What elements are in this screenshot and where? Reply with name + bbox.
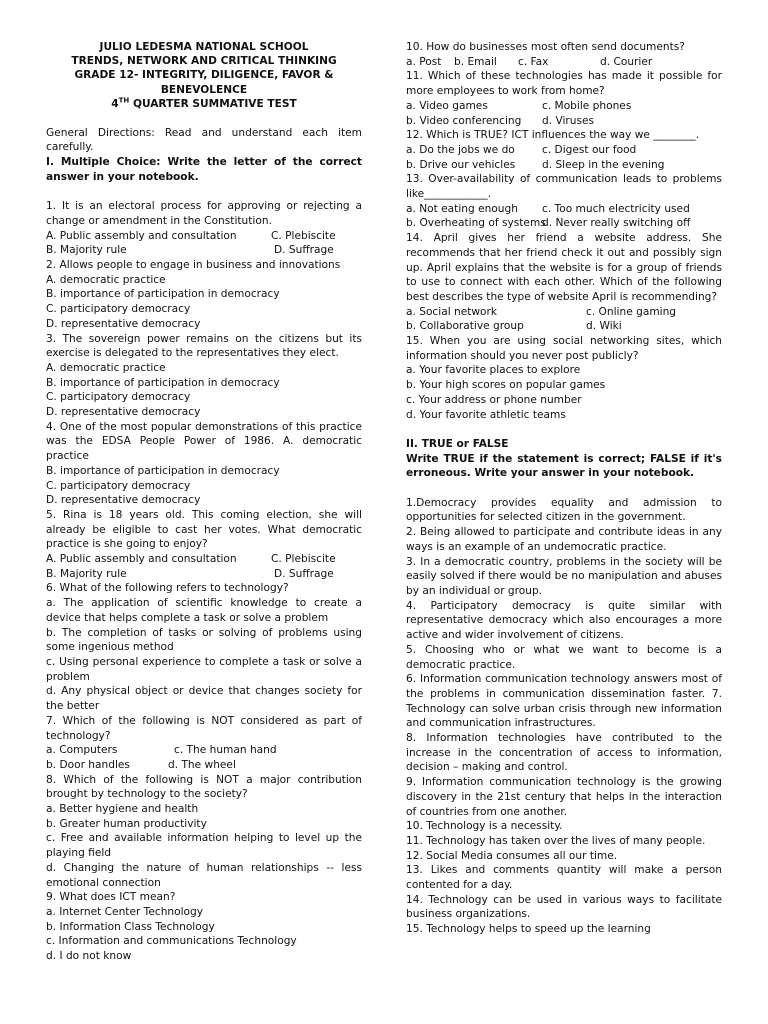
document-header: [46, 40, 362, 111]
question-stem: 14. April gives her friend a website address. She recommends that her friend check it out and possibly sign up. April explains that the website is for a group of friends to use to connect with each other. Which of the following best describes the type of website April is recommending?: [406, 232, 722, 303]
answer-option: A. democratic practice: [46, 273, 166, 286]
tf-statement: 11. Technology has taken over the lives of many people.: [406, 834, 706, 847]
tf-statement: 8. Information technologies have contributed to the increase in the concentration of access to information, decision – making and control.: [406, 732, 722, 774]
answer-option: d. The wheel: [168, 758, 236, 771]
question-stem: 2. Allows people to engage in business and innovations: [46, 259, 341, 272]
question-stem: 9. What does ICT mean?: [46, 891, 176, 904]
question-stem: 12. Which is TRUE? ICT influences the way we ________.: [406, 129, 700, 142]
option-row: [406, 99, 722, 114]
question-3: [46, 332, 362, 420]
tf-statement: 3. In a democratic country, problems in the society will be easily solved if there would be no manipulation and abuses by an individual or group.: [406, 555, 722, 597]
tf-statement: 14. Technology can be used in various ways to facilitate business organizations.: [406, 893, 722, 921]
answer-option: b. Door handles: [46, 758, 130, 771]
tf-statement: 10. Technology is a necessity.: [406, 820, 563, 833]
answer-option: B. Majority rule: [46, 567, 127, 580]
option-row: [406, 143, 722, 158]
answer-option: a. Video games: [406, 99, 488, 112]
question-2: [46, 258, 362, 332]
tf-statement: 5. Choosing who or what we want to become is a democratic practice.: [406, 643, 722, 671]
left-column: [46, 40, 362, 964]
option-row: [406, 305, 722, 320]
question-13: [406, 172, 722, 231]
answer-option: D. Suffrage: [274, 567, 334, 580]
answer-option: c. Using personal experience to complete a task or solve a problem: [46, 656, 362, 683]
answer-option: C. Plebiscite: [271, 553, 336, 566]
answer-option: b. Information Class Technology: [46, 920, 215, 933]
option-row: [46, 243, 362, 258]
answer-option: a. Not eating enough: [406, 202, 518, 215]
answer-option: a. Social network: [406, 305, 498, 318]
question-8: [46, 773, 362, 891]
answer-option: C. participatory democracy: [46, 479, 191, 492]
answer-option: a. Do the jobs we do: [406, 143, 515, 156]
answer-option: B. importance of participation in democracy: [46, 288, 280, 301]
option-row: [406, 319, 722, 334]
school-name: JULIO LEDESMA NATIONAL SCHOOL: [99, 41, 309, 53]
answer-option: c. Fax: [518, 55, 549, 68]
option-row: [46, 229, 362, 244]
option-row: [406, 114, 722, 129]
right-column: [406, 40, 722, 937]
question-11: [406, 69, 722, 128]
question-stem: 5. Rina is 18 years old. This coming election, she will already be eligible to cast her votes. What democratic practice is she going to enjoy?: [46, 508, 362, 551]
answer-option: a. Computers: [46, 744, 118, 757]
question-15: [406, 334, 722, 422]
answer-option: b. The completion of tasks or solving of problems using some ingenious method: [46, 626, 362, 654]
option-row: [46, 552, 362, 567]
answer-option: c. Too much electricity used: [542, 202, 690, 215]
question-stem: 13. Over-availability of communication leads to problems like____________.: [406, 173, 722, 201]
question-10: [406, 40, 722, 69]
answer-option: a. Internet Center Technology: [46, 905, 204, 918]
question-14: [406, 231, 722, 334]
question-12: [406, 128, 722, 172]
answer-option: A. Public assembly and consultation: [46, 553, 237, 566]
grade-line-1: GRADE 12- INTEGRITY, DILIGENCE, FAVOR &: [74, 69, 334, 82]
question-stem: 7. Which of the following is NOT considered as part of technology?: [46, 714, 362, 742]
tf-statement: 9. Information communication technology is the growing discovery in the 21st century that helps in the interaction of countries from one another.: [406, 776, 722, 818]
question-7: [46, 714, 362, 773]
question-1: [46, 199, 362, 258]
question-stem: 11. Which of these technologies has made it possible for more employees to work from home?: [406, 70, 722, 98]
mc-questions-left: [46, 199, 362, 964]
answer-option: B. importance of participation in democracy: [46, 464, 280, 477]
part1-heading: I. Multiple Choice: Write the letter of the correct answer in your notebook.: [46, 156, 362, 183]
question-stem: 6. What of the following refers to technology?: [46, 582, 289, 595]
answer-option: d. Viruses: [542, 114, 595, 127]
answer-option: b. Collaborative group: [406, 320, 524, 333]
answer-option: c. Information and communications Technology: [46, 935, 297, 948]
option-row: [406, 158, 722, 173]
question-stem: 1. It is an electoral process for approving or rejecting a change or amendment in the Constitution.: [46, 200, 362, 227]
tf-statement: 1.Democracy provides equality and admission to opportunities for selected citizen in the government.: [406, 496, 722, 524]
answer-option: d. Sleep in the evening: [542, 158, 665, 171]
grade-line-2: BENEVOLENCE: [160, 83, 248, 96]
answer-option: D. representative democracy: [46, 494, 201, 507]
tf-statement: 4. Participatory democracy is quite similar with representative democracy which also encourages a more active and wider involvement of citizens.: [406, 599, 722, 642]
answer-option: b. Video conferencing: [406, 114, 522, 127]
answer-option: a. Better hygiene and health: [46, 803, 199, 816]
answer-option: b. Greater human productivity: [46, 817, 207, 830]
answer-option: C. Plebiscite: [271, 229, 336, 242]
answer-option: A. Public assembly and consultation: [46, 229, 237, 242]
mc-questions-right: [406, 40, 722, 422]
answer-option: d. Changing the nature of human relationships -- less emotional connection: [46, 861, 362, 889]
answer-option: a. Your favorite places to explore: [406, 364, 581, 377]
answer-option: D. Suffrage: [274, 244, 334, 257]
question-4: [46, 420, 362, 508]
question-stem: 8. Which of the following is NOT a major contribution brought by technology to the society?: [46, 773, 362, 801]
answer-option: d. I do not know: [46, 950, 132, 963]
answer-option: b. Your high scores on popular games: [406, 379, 606, 392]
tf-statement: 15. Technology helps to speed up the learning: [406, 923, 651, 936]
tf-statement: 2. Being allowed to participate and contribute ideas in any ways is an example of an undemocratic practice.: [406, 526, 722, 553]
answer-option: B. Majority rule: [46, 244, 127, 257]
answer-option: a. The application of scientific knowledge to create a device that helps complete a task or solve a problem: [46, 597, 362, 624]
answer-option: D. representative democracy: [46, 317, 201, 330]
true-false-list: [406, 496, 722, 937]
answer-option: c. Free and available information helping to level up the playing field: [46, 832, 362, 860]
answer-option: D. representative democracy: [46, 406, 201, 419]
question-6: [46, 581, 362, 713]
answer-option: b. Drive our vehicles: [406, 158, 516, 171]
question-stem: 15. When you are using social networking sites, which information should you never post publicly?: [406, 335, 722, 362]
option-row: [46, 567, 362, 582]
option-row: [406, 55, 722, 70]
question-9: [46, 890, 362, 964]
answer-option: C. participatory democracy: [46, 303, 191, 316]
answer-option: C. participatory democracy: [46, 391, 191, 404]
answer-option: a. Post: [406, 55, 442, 68]
answer-option: c. Mobile phones: [542, 99, 632, 112]
answer-option: c. Online gaming: [586, 305, 677, 318]
part2-instructions: Write TRUE if the statement is correct; FALSE if it's erroneous. Write your answer in your notebook.: [406, 452, 722, 480]
answer-option: d. Wiki: [586, 320, 622, 333]
question-5: [46, 508, 362, 582]
subject-title: TRENDS, NETWORK AND CRITICAL THINKING: [71, 55, 337, 68]
answer-option: b. Email: [454, 55, 497, 68]
tf-statement: 13. Likes and comments quantity will make a person contented for a day.: [406, 864, 722, 892]
quarter-title: 4TH QUARTER SUMMATIVE TEST: [111, 96, 297, 110]
tf-statement: 12. Social Media consumes all our time.: [406, 849, 618, 862]
general-directions: General Directions: Read and understand each item carefully.: [46, 126, 362, 154]
answer-option: c. The human hand: [174, 744, 277, 757]
answer-option: c. Your address or phone number: [406, 393, 582, 406]
option-row: [46, 758, 362, 773]
answer-option: b. Overheating of systems: [406, 217, 546, 230]
question-stem: 10. How do businesses most often send documents?: [406, 41, 685, 53]
answer-option: d. Courier: [600, 55, 653, 68]
answer-option: A. democratic practice: [46, 361, 166, 374]
option-row: [406, 216, 722, 231]
question-stem: 4. One of the most popular demonstrations of this practice was the EDSA People Power of 1986. A. democratic practice: [46, 420, 362, 463]
answer-option: d. Your favorite athletic teams: [406, 408, 566, 421]
option-row: [406, 202, 722, 217]
answer-option: d. Any physical object or device that changes society for the better: [46, 685, 362, 713]
answer-option: B. importance of participation in democracy: [46, 376, 280, 389]
question-stem: 3. The sovereign power remains on the citizens but its exercise is delegated to the representatives they elect.: [46, 332, 362, 360]
option-row: [46, 743, 362, 758]
answer-option: d. Never really switching off: [542, 217, 691, 230]
part2-heading: II. TRUE or FALSE: [406, 437, 509, 450]
tf-statement: 6. Information communication technology answers most of the problems in communication dissemination faster. 7. Technology can solve urban crisis through new information and communication infrastructures.: [406, 673, 722, 730]
answer-option: c. Digest our food: [542, 143, 637, 156]
